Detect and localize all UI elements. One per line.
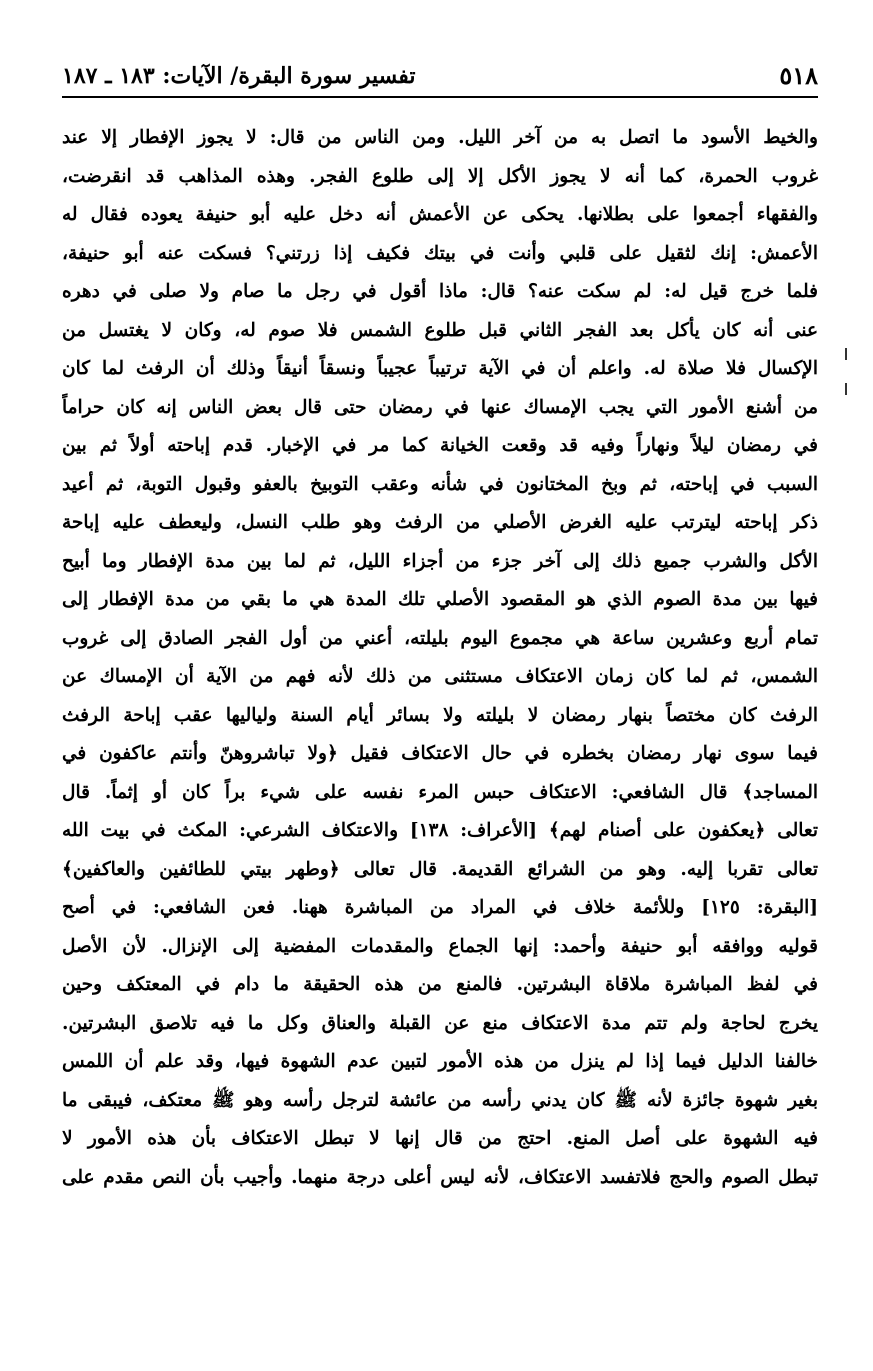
text-line: خالفنا الدليل فيما إذا لم ينزل من هذه الأمور لتبين عدم الشهوة فيها، وقد علم أن اللمس [62,1051,818,1072]
text-line: الأعمش: إنك لثقيل على قلبي وأنت في بيتك فكيف إذا زرتني؟ فسكت عنه أبو حنيفة، [62,242,818,264]
text-line: بغير شهوة جائزة لأنه ﷺ كان يدني رأسه من عائشة لترجل رأسه وهو ﷺ معتكف، فيبقى ما [62,1089,818,1111]
text-line: عنى أنه كان يأكل بعد الفجر الثاني قبل طلوع الشمس فلا صوم له، وكان لا يغتسل من [62,319,818,341]
text-line: الإكسال فلا صلاة له. واعلم أن في الآية ترتيباً عجيباً ونسقاً أنيقاً وذلك أن الرفث لما كان [62,358,818,379]
text-line: يخرج لحاجة ولم تتم مدة الاعتكاف منع عن القبلة والعناق وكل ما فيه تلاصق البشرتين. [62,1012,818,1034]
header-rule [62,96,818,98]
body-text [62,119,818,1197]
text-line: الشمس، ثم لما كان زمان الاعتكاف مستثنى من ذلك لأنه فهم من الآية أن الإمساك عن [62,666,818,687]
text-line: فيها بين مدة الصوم الذي هو المقصود الأصلي تلك المدة هي ما بقي من مدة الإفطار إلى [62,589,818,610]
text-line: [البقرة: ١٢٥] وللأئمة خلاف في المراد من المباشرة ههنا. فعن الشافعي: في أصح [62,897,818,918]
text-line: غروب الحمرة، كما أنه لا يجوز الأكل إلا إلى طلوع الفجر. وهذه المذاهب قد انقرضت، [62,165,818,187]
text-line: ذكر إباحته ليترتب عليه الغرض الأصلي من الرفث وهو طلب النسل، وليعطف عليه إباحة [62,512,818,533]
text-line: في لفظ المباشرة ملاقاة البشرتين. فالمنع من هذه الحقيقة ما دام في المعتكف وحين [62,974,818,995]
text-line: الرفث كان مختصاً بنهار رمضان لا بليلته ولا بسائر أيام السنة ولياليها عقب إباحة الرفث [62,704,818,726]
text-line: فيه الشهوة على أصل المنع. احتج من قال إنها لا تبطل الاعتكاف بأن هذه الأمور لا [62,1128,818,1149]
text-line: الأكل والشرب جميع ذلك إلى آخر جزء من أجزاء الليل، ثم لما بين مدة الإفطار وما أبيح [62,550,818,572]
text-line: في رمضان ليلاً ونهاراً وفيه قد وقعت الخيانة كما مر في الإخبار. قدم إباحته أولاً ثم بين [62,435,818,456]
margin-mark [845,383,847,395]
text-line: والفقهاء أجمعوا على بطلانها. يحكى عن الأعمش أنه دخل عليه أبو حنيفة يعوده فقال له [62,204,818,225]
text-line: السبب في إباحته، ثم وبخ المختانون في شأنه وعقب التوبيخ بالعفو وقبول التوبة، ثم أعيد [62,473,818,495]
page-header [62,58,818,94]
page-number: ٥١٨ [779,61,818,90]
running-title: تفسير سورة البقرة/ الآيات: ١٨٣ ـ ١٨٧ [62,63,416,89]
text-line: المساجد﴾ قال الشافعي: الاعتكاف حبس المرء نفسه على شيء براً كان أو إثماً. قال [62,781,818,803]
text-line: والخيط الأسود ما اتصل به من آخر الليل. ومن الناس من قال: لا يجوز الإفطار إلا عند [62,127,818,148]
text-line: تبطل الصوم والحج فلاتفسد الاعتكاف، لأنه ليس أعلى درجة منهما. وأجيب بأن النص مقدم على [62,1166,818,1188]
text-line: تعالى تقربا إليه. وهو من الشرائع القديمة. قال تعالى ﴿وطهر بيتي للطائفين والعاكفين﴾ [62,858,818,880]
text-line: فلما خرج قيل له: لم سكت عنه؟ قال: ماذا أقول في رجل ما صام ولا صلى في دهره [62,281,818,302]
text-line: قوليه ووافقه أبو حنيفة وأحمد: إنها الجماع والمقدمات المفضية إلى الإنزال. لأن الأصل [62,935,818,957]
text-line: فيما سوى نهار رمضان بخطره في حال الاعتكاف فقيل ﴿ولا تباشروهنّ وأنتم عاكفون في [62,743,818,764]
text-line: تمام أربع وعشرين ساعة هي مجموع اليوم بليلته، أعني من أول الفجر الصادق إلى غروب [62,627,818,649]
margin-mark [845,348,847,360]
text-line: تعالى ﴿يعكفون على أصنام لهم﴾ [الأعراف: ١٣٨] والاعتكاف الشرعي: المكث في بيت الله [62,820,818,841]
text-line: من أشنع الأمور التي يجب الإمساك عنها في رمضان حتى قال بعض الناس إنه كان حراماً [62,396,818,418]
